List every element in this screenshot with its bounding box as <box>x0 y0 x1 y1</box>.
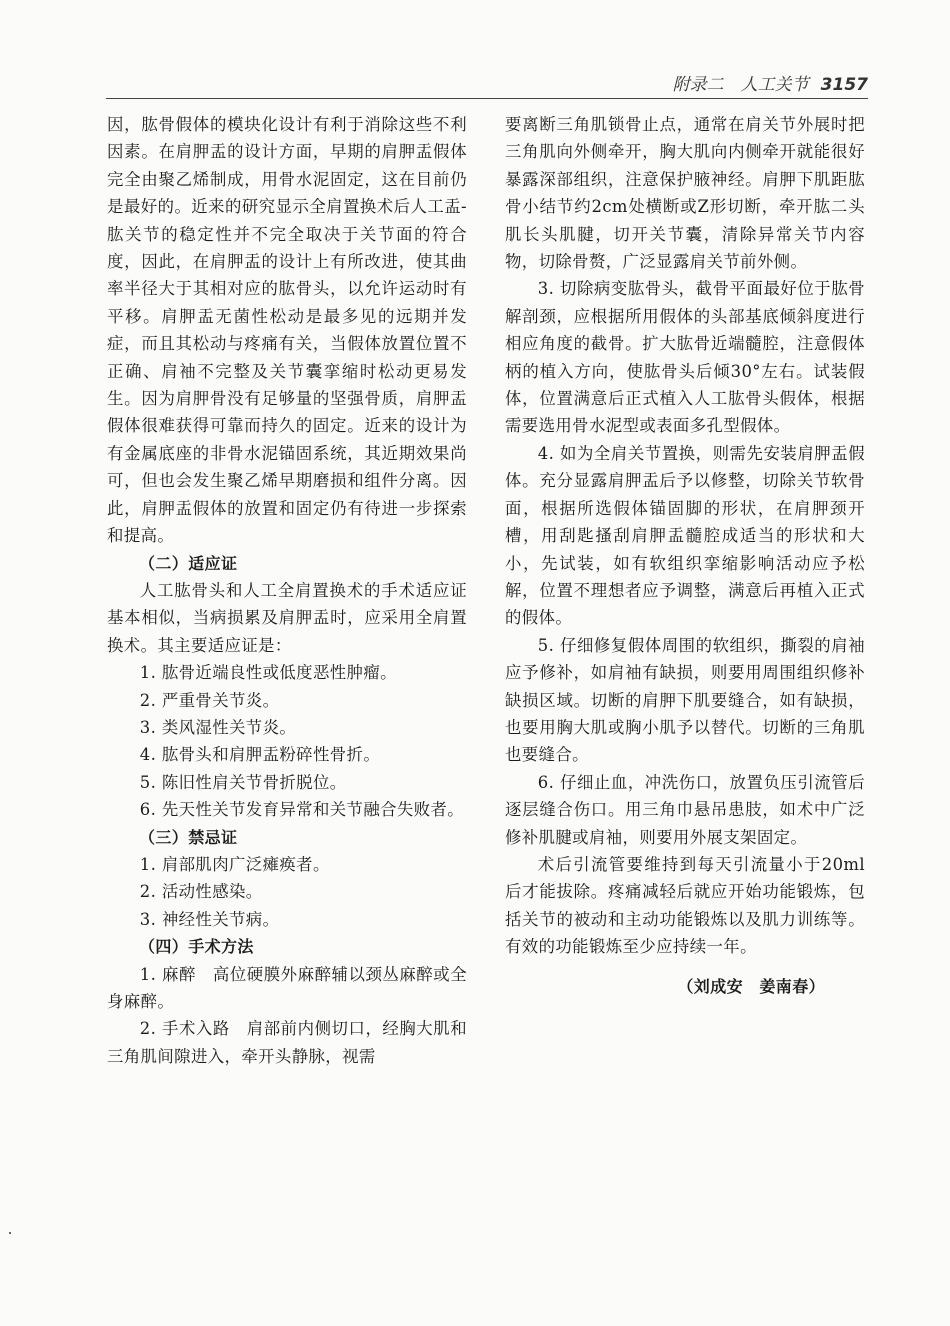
method-step-glenoid-component: 4. 如为全肩关节置换，则需先安装肩胛盂假体。充分显露肩胛盂后予以修整，切除关节软骨面，根据所选假体锚固脚的形状，在肩胛颈开槽，用刮匙搔刮肩胛盂髓腔成适当的形状和大小，先试装，如有软组织挛缩影响活动应予松解，位置不理想者应予调整，满意后再植入正式的假体。 <box>505 443 865 628</box>
paragraph-indications-intro: 人工肱骨头和人工全肩置换术的手术适应证基本相似，当病损累及肩胛盂时，应采用全肩置换术。其主要适应证是： <box>107 580 467 655</box>
contraindication-item: 3. 神经性关节病。 <box>139 909 280 929</box>
scan-speck <box>9 1232 11 1234</box>
paragraph-glenoid-design: 因，肱骨假体的模块化设计有利于消除这些不利因素。在肩胛盂的设计方面，早期的肩胛盂假体完全由聚乙烯制成，用骨水泥固定，这在目前仍是最好的。近来的研究显示全肩置换术后人工盂-肱关节的稳定性并不完全取决于关节面的符合度，因此，在肩胛盂的设计上有所改进，使其曲率半径大于其相对应的肱骨头，以允许运动时有平移。肩胛盂无菌性松动是最多见的远期并发症，而且其松动与疼痛有关，当假体放置位置不正确、肩袖不完整及关节囊挛缩时松动更易发生。因为肩胛骨没有足够量的坚强骨质，肩胛盂假体很难获得可靠而持久的固定。近来的设计为有金属底座的非骨水泥锚固系统，其近期效果尚可，但也会发生聚乙烯早期磨损和组件分离。因此，肩胛盂假体的放置和固定仍有待进一步探索和提高。 <box>107 115 467 546</box>
section-heading-contraindications: （三）禁忌证 <box>139 827 238 847</box>
left-column <box>107 111 467 1070</box>
indication-item: 2. 严重骨关节炎。 <box>139 690 280 710</box>
running-header <box>0 70 868 95</box>
contraindication-item: 2. 活动性感染。 <box>139 882 263 902</box>
author-credit: （刘成安 姜南春） <box>677 976 825 996</box>
method-step-approach: 2. 手术入路 肩部前内侧切口，经胸大肌和三角肌间隙进入，牵开头静脉，视需 <box>107 1019 467 1066</box>
indication-item: 1. 肱骨近端良性或低度恶性肿瘤。 <box>139 663 397 683</box>
method-step-closure: 6. 仔细止血，冲洗伤口，放置负压引流管后逐层缝合伤口。用三角巾悬吊患肢，如术中广泛修补肌腱或肩袖，则要用外展支架固定。 <box>505 772 865 847</box>
indication-item: 5. 陈旧性肩关节骨折脱位。 <box>139 772 347 792</box>
header-section-title: 附录二 人工关节 <box>672 75 809 95</box>
method-step-osteotomy: 3. 切除病变肱骨头，截骨平面最好位于肱骨解剖颈，应根据所用假体的头部基底倾斜度进行相应角度的截骨。扩大肱骨近端髓腔，注意假体柄的植入方向，使肱骨头后倾30°左右。试装假体，位置满意后正式植入人工肱骨头假体，根据需要选用骨水泥型或表面多孔型假体。 <box>505 279 865 436</box>
method-step-soft-tissue-repair: 5. 仔细修复假体周围的软组织，撕裂的肩袖应予修补，如肩袖有缺损，则要用周围组织修补缺损区域。切断的肩胛下肌要缝合，如有缺损，也要用胸大肌或胸小肌予以替代。切断的三角肌也要缝合。 <box>505 635 865 765</box>
section-heading-surgical-method: （四）手术方法 <box>139 937 254 957</box>
paragraph-approach-continued: 要离断三角肌锁骨止点，通常在肩关节外展时把三角肌向外侧牵开，胸大肌向内侧牵开就能很好暴露深部组织，注意保护腋神经。肩胛下肌距肱骨小结节约2cm处横断或Z形切断，牵开肱二头肌长头肌腱，切开关节囊，清除异常关节内容物，切除骨赘，广泛显露肩关节前外侧。 <box>505 115 865 272</box>
method-step-anesthesia: 1. 麻醉 高位硬膜外麻醉辅以颈丛麻醉或全身麻醉。 <box>107 964 467 1011</box>
contraindication-item: 1. 肩部肌肉广泛瘫痪者。 <box>139 854 330 874</box>
indication-item: 3. 类风湿性关节炎。 <box>139 717 297 737</box>
section-heading-indications: （二）适应证 <box>139 553 238 573</box>
header-rule <box>106 98 868 99</box>
right-column <box>505 111 865 1000</box>
paragraph-postoperative: 术后引流管要维持到每天引流量小于20ml后才能拔除。疼痛减轻后就应开始功能锻炼，包括关节的被动和主动功能锻炼以及肌力训练等。有效的功能锻炼至少应持续一年。 <box>505 854 865 957</box>
indication-item: 4. 肱骨头和肩胛盂粉碎性骨折。 <box>139 745 381 765</box>
indication-item: 6. 先天性关节发育异常和关节融合失败者。 <box>139 800 465 820</box>
page-number: 3157 <box>820 75 868 95</box>
